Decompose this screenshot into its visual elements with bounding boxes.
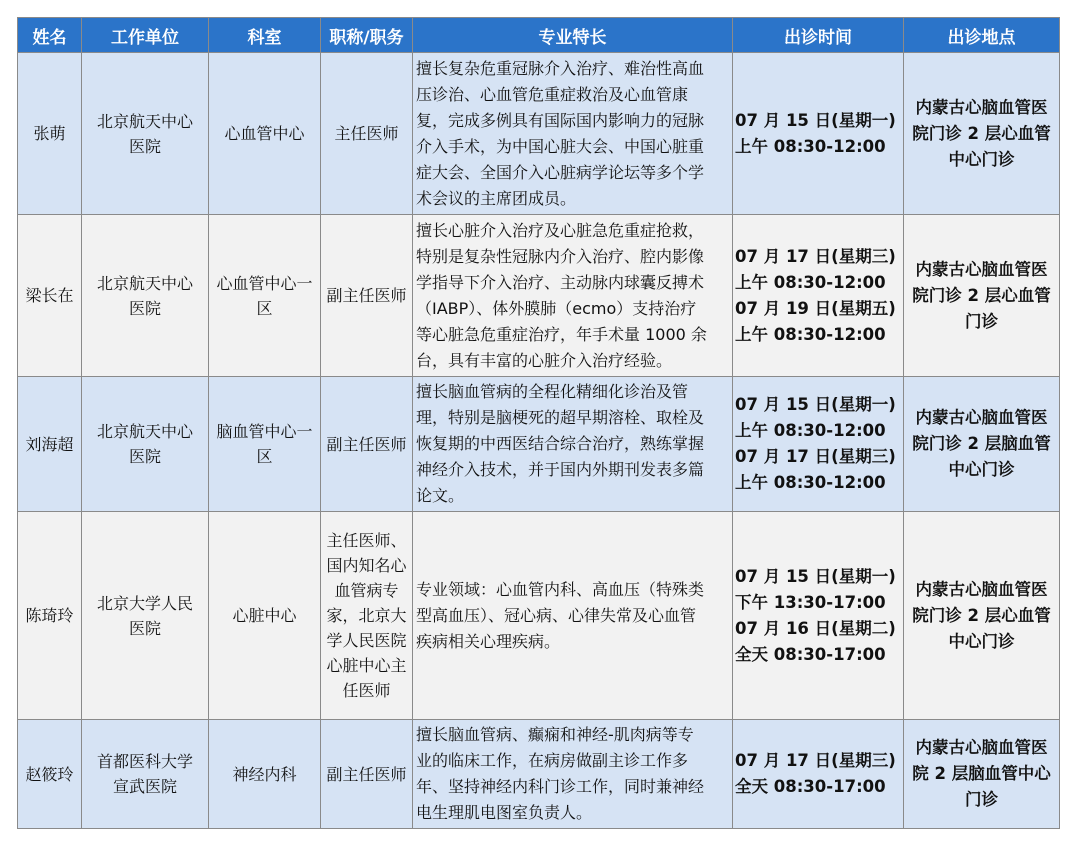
header-specialty: 专业特长	[413, 18, 733, 53]
work-unit-cell-line: 宣武医院	[112, 777, 177, 796]
doctor-name-cell: 刘海超	[18, 377, 82, 512]
clinic-time-cell	[733, 377, 904, 512]
doctor-name-cell: 张萌	[18, 53, 82, 215]
job-title-cell-line: 副主任医师	[326, 434, 407, 454]
job-title-cell	[321, 53, 413, 215]
specialty-cell	[413, 377, 733, 512]
clinic-location-cell-line: 内蒙古心脑血管医	[915, 579, 1048, 599]
clinic-location-cell-line: 内蒙古心脑血管医	[915, 408, 1048, 427]
header-name: 姓名	[18, 18, 82, 53]
specialty-cell-line: 介入手术，为中国心脏大会、中国心脏重	[416, 136, 705, 156]
specialty-cell-line: 压诊治、心血管危重症救治及心血管康	[416, 84, 689, 104]
doctor-name-cell: 陈琦玲	[18, 512, 82, 720]
specialty-cell-line: 型高血压）、冠心病、心律失常及心血管	[416, 605, 697, 625]
clinic-time-cell-line: 全天 08:30-17:00	[735, 644, 886, 664]
specialty-cell	[413, 512, 733, 720]
job-title-cell	[321, 215, 413, 377]
job-title-cell-line: 主任医师	[334, 124, 399, 143]
specialty-cell-line: 论文。	[416, 486, 465, 505]
specialty-cell-line: 神经介入技术，并于国内外期刊发表多篇	[416, 460, 705, 479]
job-title-cell-line: 任医师	[342, 681, 391, 700]
work-unit-cell-line: 北京大学人民	[96, 593, 193, 613]
schedule-table-wrapper	[17, 17, 1060, 829]
clinic-location-cell	[904, 720, 1060, 829]
specialty-cell-line: 术会议的主席团成员。	[416, 188, 577, 208]
work-unit-cell-line: 北京航天中心	[96, 111, 193, 131]
header-title: 职称/职务	[321, 18, 413, 53]
clinic-location-cell-line: 院门诊 2 层心血管	[912, 285, 1051, 305]
department-cell	[209, 215, 321, 377]
clinic-location-cell-line: 中心门诊	[948, 460, 1015, 479]
clinic-location-cell-line: 院门诊 2 层脑血管	[912, 434, 1051, 453]
clinic-time-cell-line: 07 月 15 日(星期一)	[735, 395, 896, 414]
table-row	[18, 377, 1060, 512]
specialty-cell-line: 擅长脑血管病、癫痫和神经-肌肉病等专	[416, 725, 694, 744]
clinic-time-cell	[733, 720, 904, 829]
work-unit-cell	[82, 53, 209, 215]
clinic-location-cell-line: 内蒙古心脑血管医	[915, 738, 1048, 757]
table-row	[18, 720, 1060, 829]
specialty-cell-line: 年、坚持神经内科门诊工作，同时兼神经	[416, 777, 705, 796]
table-row	[18, 53, 1060, 215]
specialty-cell-line: 恢复期的中西医结合综合治疗，熟练掌握	[416, 434, 705, 453]
work-unit-cell-line: 北京航天中心	[96, 422, 193, 441]
clinic-time-cell-line: 07 月 16 日(星期二)	[735, 618, 896, 638]
doctor-schedule-table	[17, 17, 1060, 829]
specialty-cell-line: 擅长脑血管病的全程化精细化诊治及管	[416, 382, 689, 401]
department-cell	[209, 377, 321, 512]
specialty-cell-line: （IABP）、体外膜肺（ecmo）支持治疗	[416, 298, 697, 318]
header-location: 出诊地点	[904, 18, 1060, 53]
department-cell-line: 心血管中心	[224, 124, 305, 143]
specialty-cell-line: 擅长复杂危重冠脉介入治疗、难治性高血	[416, 58, 705, 78]
department-cell-line: 区	[256, 447, 273, 466]
clinic-time-cell-line: 07 月 15 日(星期一)	[735, 566, 896, 586]
work-unit-cell-line: 医院	[128, 447, 161, 466]
clinic-location-cell-line: 中心门诊	[948, 631, 1015, 651]
job-title-cell-line: 主任医师、	[326, 531, 407, 550]
job-title-cell-line: 学人民医院	[326, 631, 407, 650]
clinic-location-cell-line: 内蒙古心脑血管医	[915, 97, 1048, 117]
job-title-cell-line: 家，北京大	[326, 606, 407, 625]
table-header-row	[18, 18, 1060, 53]
specialty-cell-line: 学指导下介入治疗、主动脉内球囊反搏术	[416, 272, 705, 292]
department-cell	[209, 720, 321, 829]
clinic-location-cell-line: 中心门诊	[948, 149, 1015, 169]
clinic-time-cell-line: 07 月 17 日(星期三)	[735, 246, 896, 266]
clinic-time-cell	[733, 512, 904, 720]
clinic-time-cell-line: 上午 08:30-12:00	[735, 421, 886, 440]
job-title-cell-line: 国内知名心	[326, 556, 407, 575]
clinic-time-cell	[733, 215, 904, 377]
job-title-cell	[321, 512, 413, 720]
clinic-time-cell-line: 07 月 15 日(星期一)	[735, 110, 896, 130]
job-title-cell-line: 副主任医师	[326, 286, 407, 305]
clinic-location-cell	[904, 512, 1060, 720]
department-cell	[209, 512, 321, 720]
work-unit-cell	[82, 215, 209, 377]
work-unit-cell-line: 医院	[128, 136, 161, 156]
work-unit-cell	[82, 377, 209, 512]
work-unit-cell-line: 医院	[128, 618, 161, 638]
specialty-cell	[413, 720, 733, 829]
specialty-cell-line: 理，特别是脑梗死的超早期溶栓、取栓及	[416, 408, 705, 427]
work-unit-cell	[82, 720, 209, 829]
work-unit-cell-line: 首都医科大学	[96, 752, 193, 771]
header-dept: 科室	[209, 18, 321, 53]
work-unit-cell-line: 医院	[128, 298, 161, 318]
job-title-cell	[321, 377, 413, 512]
specialty-cell-line: 业的临床工作，在病房做副主诊工作多	[416, 751, 689, 770]
work-unit-cell	[82, 512, 209, 720]
clinic-time-cell-line: 07 月 19 日(星期五)	[735, 298, 896, 318]
header-unit: 工作单位	[82, 18, 209, 53]
clinic-time-cell-line: 上午 08:30-12:00	[735, 324, 886, 344]
clinic-time-cell-line: 上午 08:30-12:00	[735, 473, 886, 492]
department-cell-line: 神经内科	[232, 764, 297, 784]
specialty-cell	[413, 53, 733, 215]
header-time: 出诊时间	[733, 18, 904, 53]
clinic-time-cell-line: 07 月 17 日(星期三)	[735, 751, 896, 770]
clinic-time-cell-line: 下午 13:30-17:00	[735, 592, 886, 612]
specialty-cell-line: 复，完成多例具有国际国内影响力的冠脉	[416, 110, 705, 130]
clinic-location-cell	[904, 215, 1060, 377]
department-cell-line: 脑血管中心一	[216, 422, 313, 441]
clinic-location-cell-line: 院门诊 2 层心血管	[912, 123, 1051, 143]
doctor-name-cell: 赵筱玲	[18, 720, 82, 829]
clinic-location-cell-line: 门诊	[965, 790, 998, 809]
clinic-location-cell-line: 门诊	[965, 311, 998, 331]
department-cell-line: 心脏中心	[232, 606, 297, 625]
job-title-cell	[321, 720, 413, 829]
clinic-time-cell	[733, 53, 904, 215]
specialty-cell-line: 电生理肌电图室负责人。	[416, 803, 593, 822]
specialty-cell-line: 症大会、全国介入心脏病学论坛等多个学	[416, 162, 705, 182]
specialty-cell-line: 特别是复杂性冠脉内介入治疗、腔内影像	[416, 246, 705, 266]
department-cell-line: 心血管中心一	[216, 273, 313, 293]
job-title-cell-line: 副主任医师	[326, 764, 407, 784]
table-row	[18, 215, 1060, 377]
clinic-location-cell-line: 内蒙古心脑血管医	[915, 259, 1048, 279]
clinic-location-cell	[904, 377, 1060, 512]
specialty-cell	[413, 215, 733, 377]
specialty-cell-line: 台，具有丰富的心脏介入治疗经验。	[416, 350, 673, 370]
doctor-name-cell: 梁长在	[18, 215, 82, 377]
table-row	[18, 512, 1060, 720]
department-cell	[209, 53, 321, 215]
department-cell-line: 区	[256, 298, 273, 318]
specialty-cell-line: 疾病相关心理疾病。	[416, 631, 561, 651]
job-title-cell-line: 心脏中心主	[326, 656, 407, 675]
work-unit-cell-line: 北京航天中心	[96, 273, 193, 293]
clinic-time-cell-line: 07 月 17 日(星期三)	[735, 447, 896, 466]
clinic-time-cell-line: 上午 08:30-12:00	[735, 272, 886, 292]
job-title-cell-line: 血管病专	[334, 581, 399, 600]
clinic-location-cell-line: 院门诊 2 层心血管	[912, 605, 1051, 625]
clinic-time-cell-line: 上午 08:30-12:00	[735, 136, 886, 156]
specialty-cell-line: 擅长心脏介入治疗及心脏急危重症抢救，	[416, 220, 705, 240]
clinic-time-cell-line: 全天 08:30-17:00	[735, 777, 886, 796]
clinic-location-cell	[904, 53, 1060, 215]
specialty-cell-line: 专业领域：心血管内科、高血压（特殊类	[416, 579, 705, 599]
specialty-cell-line: 等心脏急危重症治疗，年手术量 1000 余	[416, 324, 707, 344]
clinic-location-cell-line: 院 2 层脑血管中心	[912, 764, 1051, 783]
